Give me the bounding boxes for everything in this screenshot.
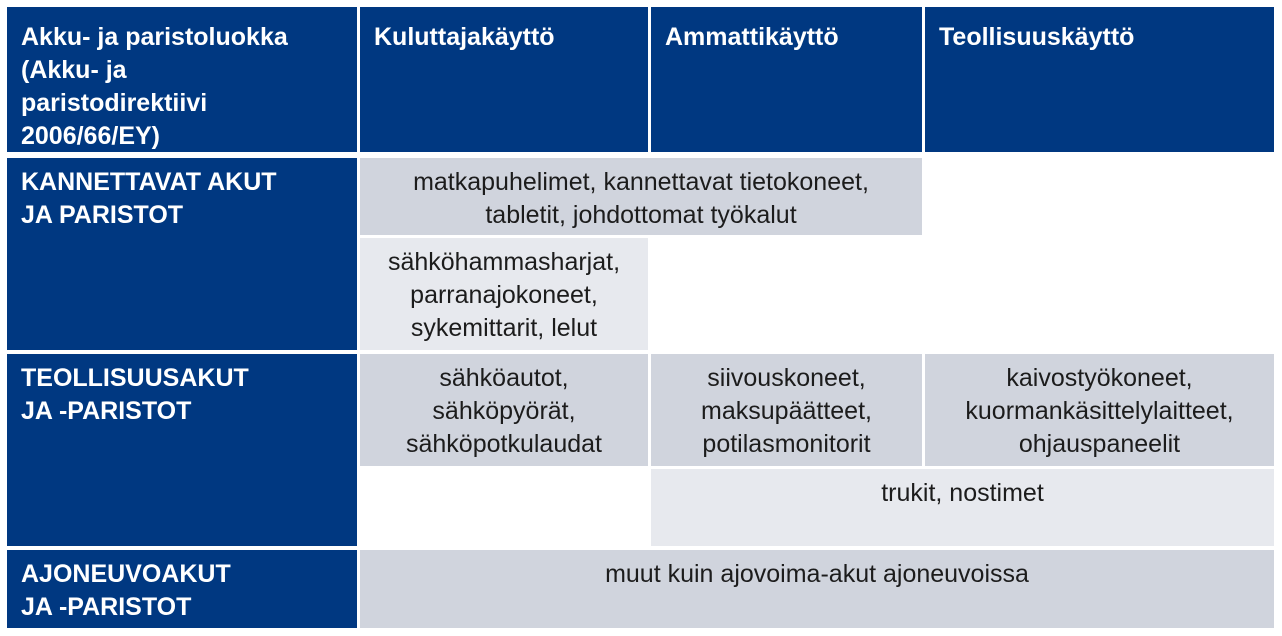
header-consumer: Kuluttajakäyttö [360,7,648,152]
row-label-portable [7,158,357,350]
header-professional: Ammattikäyttö [651,7,922,152]
row-label-line: JA PARISTOT [21,201,184,229]
vehicle-all-uses-cell: muut kuin ajovoima-akut ajoneuvoissa [360,550,1274,628]
row-label-line: JA -PARISTOT [21,593,192,621]
cell-line: kaivostyökoneet, [1006,364,1193,392]
row-label-line: JA -PARISTOT [21,397,192,425]
cell-line: sähköhammasharjat, [387,248,621,276]
cell-line: sähköpyörät, [432,397,576,425]
cell-line: potilasmonitorit [702,430,871,458]
row-label-vehicle [7,550,357,628]
header-industrial: Teollisuuskäyttö [925,7,1274,152]
header-class-line: (Akku- ja [21,56,127,84]
header-class-cell [7,7,357,152]
header-class-line: 2006/66/EY) [21,122,160,150]
cell-line: sykemittarit, lelut [410,314,598,342]
industrial-professional-cell [651,354,922,466]
cell-line: sähköautot, [439,364,569,392]
row-label-industrial [7,354,357,546]
portable-consumer-cell [360,238,648,350]
industrial-professional-industrial-cell: trukit, nostimet [651,469,1274,546]
portable-consumer-professional-cell [360,158,922,235]
cell-line: matkapuhelimet, kannettavat tietokoneet, [413,168,869,196]
cell-line: siivouskoneet, [707,364,866,392]
cell-line: tabletit, johdottomat työkalut [485,201,797,229]
cell-line: kuormankäsittelylaitteet, [965,397,1234,425]
header-class-line: Akku- ja paristoluokka [21,23,288,51]
header-class-line: paristodirektiivi [21,89,208,117]
industrial-industrial-cell [925,354,1274,466]
industrial-consumer-cell [360,354,648,466]
cell-line: parranajokoneet, [410,281,598,309]
row-label-line: AJONEUVOAKUT [21,560,231,588]
cell-line: sähköpotkulaudat [406,430,602,458]
row-label-line: TEOLLISUUSAKUT [21,364,249,392]
cell-line: ohjauspaneelit [1018,430,1181,458]
row-label-line: KANNETTAVAT AKUT [21,168,277,196]
cell-line: maksupäätteet, [701,397,872,425]
